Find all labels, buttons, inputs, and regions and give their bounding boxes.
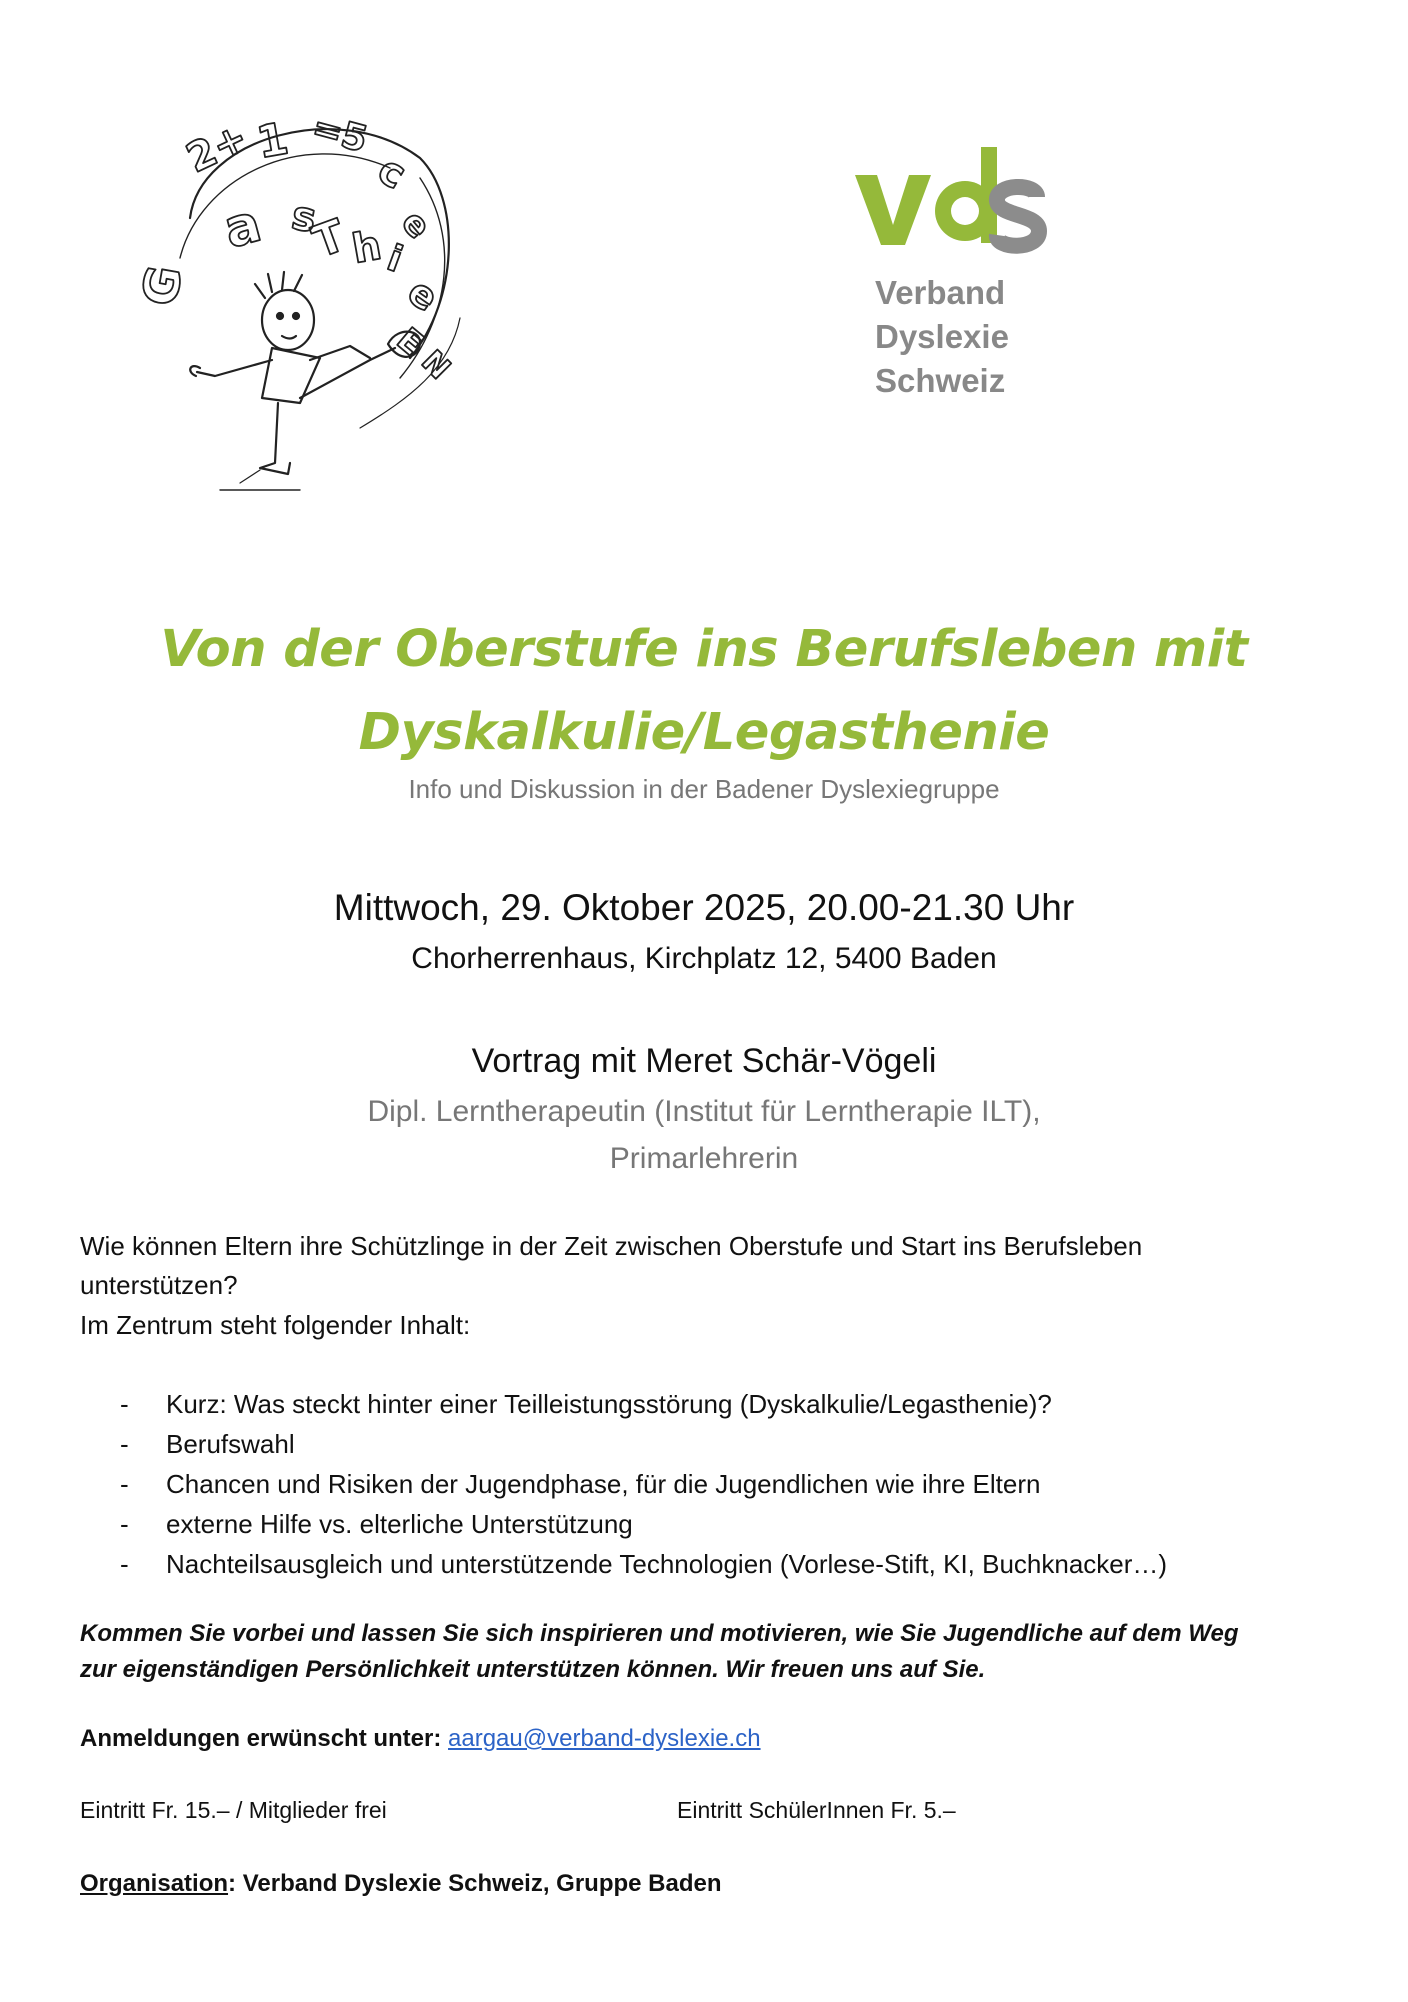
letter-2plus: 2+ [179,114,255,183]
letter-s: s [288,192,320,242]
letter-i: i [381,237,408,281]
list-item-text: Berufswahl [166,1429,295,1459]
list-item [120,1509,633,1540]
illustration-child-with-letters [131,98,480,516]
page-subtitle: Info und Diskussion in der Badener Dyslexiegruppe [408,774,1000,804]
intro-line-3: Im Zentrum steht folgender Inhalt: [80,1310,471,1340]
list-item [120,1429,295,1460]
letter-h: h [348,222,385,273]
speaker-description-line-1: Dipl. Lerntherapeutin (Institut für Lerntherapie ILT), [367,1095,1041,1128]
price-adults: Eintritt Fr. 15.– / Mitglieder frei [80,1797,387,1823]
letter-c: c [370,146,414,199]
page-title-line-2: Dyskalkulie/Legasthenie [358,703,1050,762]
logo-word-dyslexie: Dyslexie [875,318,1009,355]
letter-eq5: =5 [307,107,372,161]
letter-T: T [306,210,352,269]
list-dash: - [120,1549,129,1579]
vds-monogram [855,145,1045,255]
letter-1: 1 [253,113,293,169]
letter-E: E [389,320,432,364]
intro-line-1: Wie können Eltern ihre Schützlinge in der Zeit zwischen Oberstufe und Start ins Berufsleben [80,1231,1143,1261]
letter-N: N [414,343,457,387]
registration-line [80,1725,761,1753]
vds-logo [855,145,1095,405]
registration-email-link[interactable]: aargau@verband-dyslexie.ch [448,1725,761,1752]
logo-word-schweiz: Schweiz [875,362,1006,399]
event-location: Chorherrenhaus, Kirchplatz 12, 5400 Baden [411,942,997,975]
letter-G: G [131,261,194,311]
list-item-text: externe Hilfe vs. elterliche Unterstützung [166,1509,633,1539]
list-dash: - [120,1389,129,1419]
closing-line-2: zur eigenständigen Persönlichkeit unterstützen können. Wir freuen uns auf Sie. [80,1656,986,1683]
list-item [120,1549,1167,1580]
organisation-value: : Verband Dyslexie Schweiz, Gruppe Baden [228,1870,722,1897]
price-students: Eintritt SchülerInnen Fr. 5.– [677,1797,956,1823]
organisation-line [80,1870,722,1898]
letter-e2: e [399,269,447,321]
organisation-label: Organisation [80,1870,229,1897]
list-item-text: Chancen und Risiken der Jugendphase, für die Jugendlichen wie ihre Eltern [166,1469,1041,1499]
closing-line-1: Kommen Sie vorbei und lassen Sie sich inspirieren und motivieren, wie Sie Jugendliche auf dem Weg [80,1620,1239,1647]
list-item [120,1469,1040,1500]
child-figure [190,272,420,490]
speaker-description-line-2: Primarlehrerin [609,1142,799,1175]
event-date: Mittwoch, 29. Oktober 2025, 20.00-21.30 Uhr [333,887,1075,928]
registration-label: Anmeldungen erwünscht unter: [80,1725,449,1752]
letter-e: e [393,203,439,247]
list-dash: - [120,1469,129,1499]
list-dash: - [120,1509,129,1539]
page-title-line-1: Von der Oberstufe ins Berufsleben mit [160,620,1248,679]
list-item-text: Nachteilsausgleich und unterstützende Technologien (Vorlese-Stift, KI, Buchknacker…) [166,1549,1168,1579]
intro-line-2: unterstützen? [80,1270,238,1300]
letter-a: a [217,193,268,261]
speaker-title: Vortrag mit Meret Schär-Vögeli [471,1042,937,1080]
list-dash: - [120,1429,129,1459]
list-item-text: Kurz: Was steckt hinter einer Teilleistungsstörung (Dyskalkulie/Legasthenie)? [166,1389,1052,1419]
list-item [120,1389,1052,1420]
logo-word-verband: Verband [875,274,1006,311]
